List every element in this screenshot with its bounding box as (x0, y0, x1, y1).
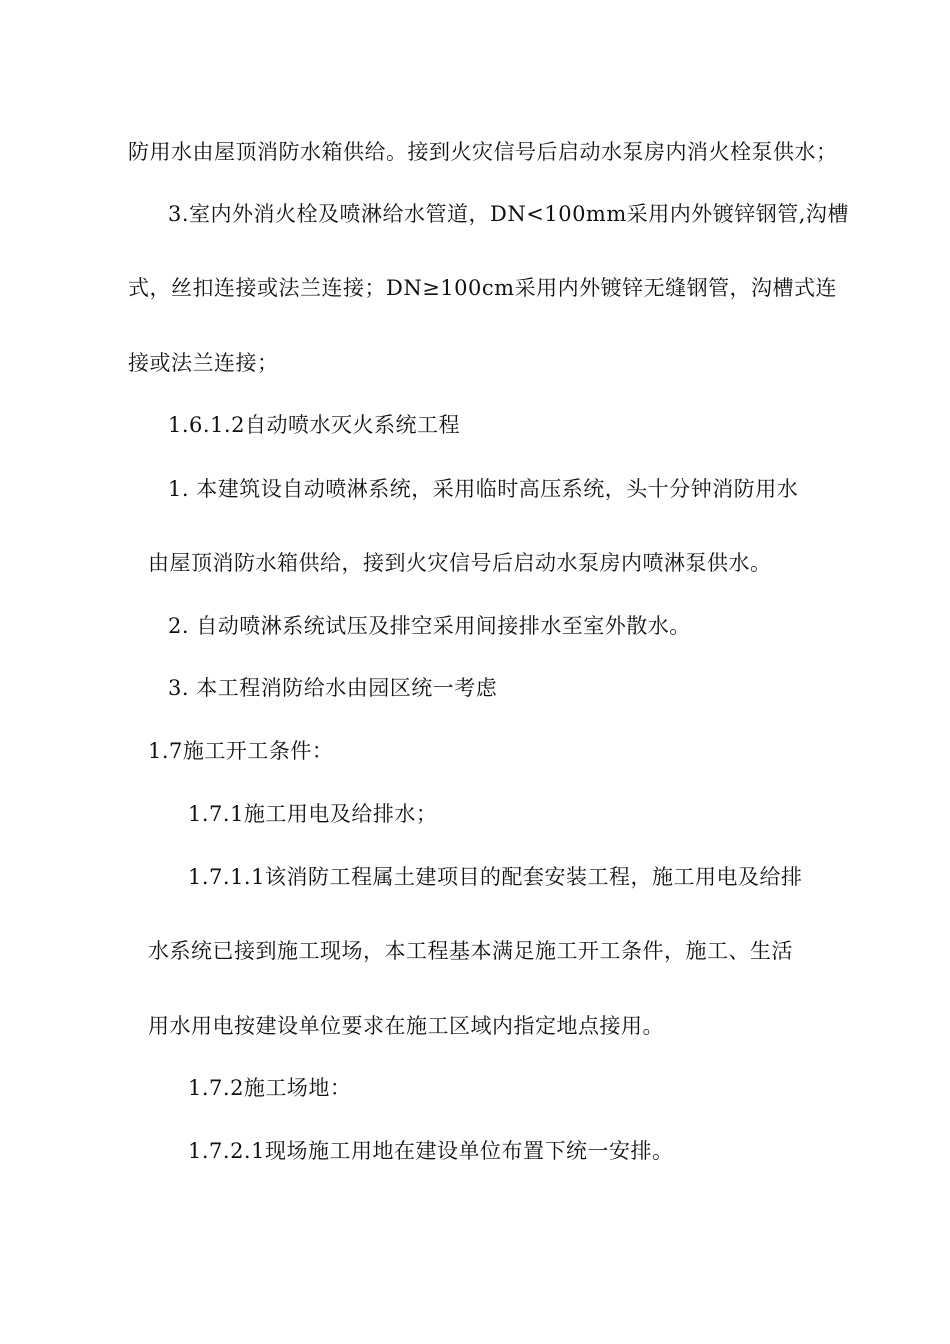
list-item: 1. 本建筑设自动喷淋系统，采用临时高压系统，头十分钟消防用水 (168, 477, 799, 501)
paragraph-line: 由屋顶消防水箱供给，接到火灾信号后启动水泵房内喷淋泵供水。 (148, 551, 772, 575)
list-item: 3. 本工程消防给水由园区统一考虑 (168, 676, 498, 700)
section-heading: 1.6.1.2自动喷水灭火系统工程 (168, 413, 460, 437)
paragraph-line: 水系统已接到施工现场，本工程基本满足施工开工条件，施工、生活 (148, 939, 793, 963)
paragraph-line: 接或法兰连接； (128, 351, 279, 375)
section-heading: 1.7施工开工条件： (148, 739, 334, 763)
section-heading: 1.7.1施工用电及给排水； (188, 802, 438, 826)
list-item: 2. 自动喷淋系统试压及排空采用间接排水至室外散水。 (168, 614, 691, 638)
paragraph-line: 式，丝扣连接或法兰连接；DN≥100cm采用内外镀锌无缝钢管，沟槽式连 (128, 276, 838, 300)
paragraph-line: 3.室内外消火栓及喷淋给水管道，DN<100mm采用内外镀锌钢管,沟槽 (168, 202, 849, 226)
section-heading: 1.7.2施工场地： (188, 1076, 352, 1100)
paragraph-line: 1.7.2.1现场施工用地在建设单位布置下统一安排。 (188, 1139, 674, 1163)
paragraph-line: 1.7.1.1该消防工程属土建项目的配套安装工程，施工用电及给排 (188, 865, 803, 889)
paragraph-line: 防用水由屋顶消防水箱供给。接到火灾信号后启动水泵房内消火栓泵供水； (128, 140, 838, 164)
paragraph-line: 用水用电按建设单位要求在施工区域内指定地点接用。 (148, 1014, 664, 1038)
